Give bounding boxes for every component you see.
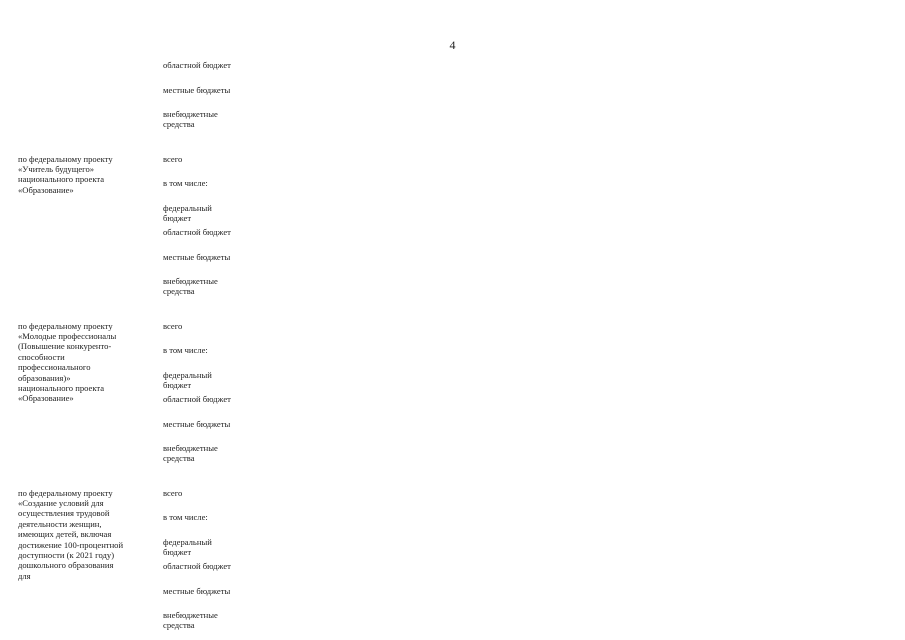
row-label: в том числе:: [163, 178, 208, 188]
group-label: по федеральному проекту «Молодые профессионалы (Повышение конкуренто-способности профессионального образования)» национального проекта «Образование»: [18, 320, 117, 404]
row-label: внебюджетные средства: [163, 276, 218, 297]
row-label: федеральный бюджет: [163, 536, 212, 557]
row-label: всего: [163, 320, 183, 331]
row-label: областной бюджет: [163, 394, 231, 404]
row-label: областной бюджет: [163, 60, 231, 70]
row-label: местные бюджеты: [163, 251, 231, 262]
row-label: всего: [163, 487, 183, 498]
row-label: всего: [163, 153, 183, 164]
row-label: внебюджетные средства: [163, 443, 218, 464]
row-label: местные бюджеты: [163, 585, 231, 596]
group-label: по федеральному проекту «Создание условий для осуществления трудовой деятельности женщин, имеющих детей, включая достижение 100-процентной доступности (к 2021 году) дошкольного образования для: [18, 487, 124, 581]
row-label: местные бюджеты: [163, 418, 231, 429]
row-label: местные бюджеты: [163, 84, 231, 95]
group-label: по федеральному проекту «Учитель будущего» национального проекта «Образование»: [18, 153, 113, 195]
page-number: 4: [449, 38, 456, 52]
row-label: внебюджетные средства: [163, 109, 218, 130]
row-label: федеральный бюджет: [163, 369, 212, 390]
row-label: в том числе:: [163, 345, 208, 355]
row-label: областной бюджет: [163, 227, 231, 237]
row-label: областной бюджет: [163, 561, 231, 571]
row-label: федеральный бюджет: [163, 202, 212, 223]
row-label: в том числе:: [163, 512, 208, 522]
row-label: внебюджетные средства: [163, 610, 218, 631]
